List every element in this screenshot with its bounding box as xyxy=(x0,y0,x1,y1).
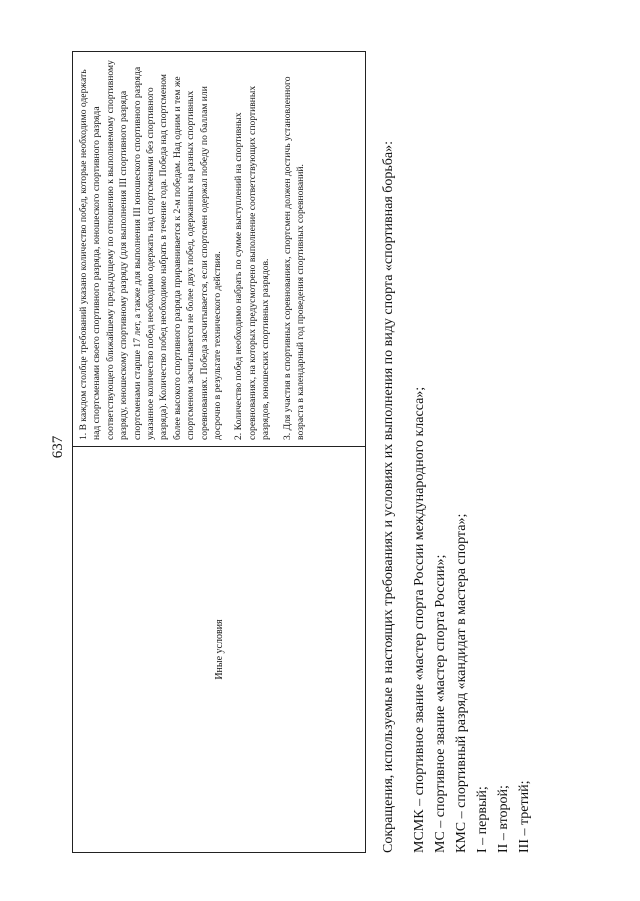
abbreviation-msmk: МСМК – спортивное звание «мастер спорта России международного класса»; xyxy=(412,386,427,853)
abbreviations-block xyxy=(378,33,535,853)
page-number: 637 xyxy=(50,435,66,459)
requirements-table xyxy=(72,51,366,853)
abbreviation-first: I – первый; xyxy=(475,786,490,853)
label-cell xyxy=(73,446,365,852)
condition-3: 3. Для участия в спортивных соревнованиях, спортсмен должен достичь установленного возраста в календарный год проведения спортивных соревнований. xyxy=(281,76,307,440)
abbreviation-ms: МС – спортивное звание «мастер спорта России»; xyxy=(433,554,448,853)
abbreviation-third: III – третий; xyxy=(517,780,532,853)
abbreviations-title: Сокращения, используемые в настоящих требованиях и условиях их выполнения по виду спорта «спортивная борьба»: xyxy=(381,140,396,853)
conditions-cell xyxy=(73,52,365,446)
condition-2: 2. Количество побед необходимо набрать по сумме выступлений на спортивных соревнованиях, на которых предусмотрено выполнение соответствующих спортивных разрядов, юношеских спортивных разрядов. xyxy=(233,85,272,440)
abbreviation-second: II – второй; xyxy=(496,785,511,853)
label-other-conditions: Иные условия xyxy=(213,619,225,680)
condition-1: 1. В каждом столбце требований указано количество побед, которые необходимо одержать над спортсменами своего спортивного разряда, юношеского спортивного разряда соответствующего ближайшему предыдущему по отношению к выполняемому спортивному разряду, юношескому спортивному разряду (для выполнения III спортивного разряда спортсменами старше 17 лет, а также для выполнения III юношеского спортивного разряда указанное количество побед необходимо одержать над спортсменами без спортивного разряда). Количество побед необходимо набрать в течение года. Победа над спортсменом более высокого спортивного разряда приравнивается к 2-м победам. Над одним и тем же спортсменом засчитывается не более двух побед, одержанных на разных спортивных соревнованиях. Победа засчитывается, если спортсмен одержал победу по баллам или досрочно в результате технического действия. xyxy=(78,60,224,440)
abbreviation-kms: КМС – спортивный разряд «кандидат в мастера спорта»; xyxy=(454,513,469,853)
